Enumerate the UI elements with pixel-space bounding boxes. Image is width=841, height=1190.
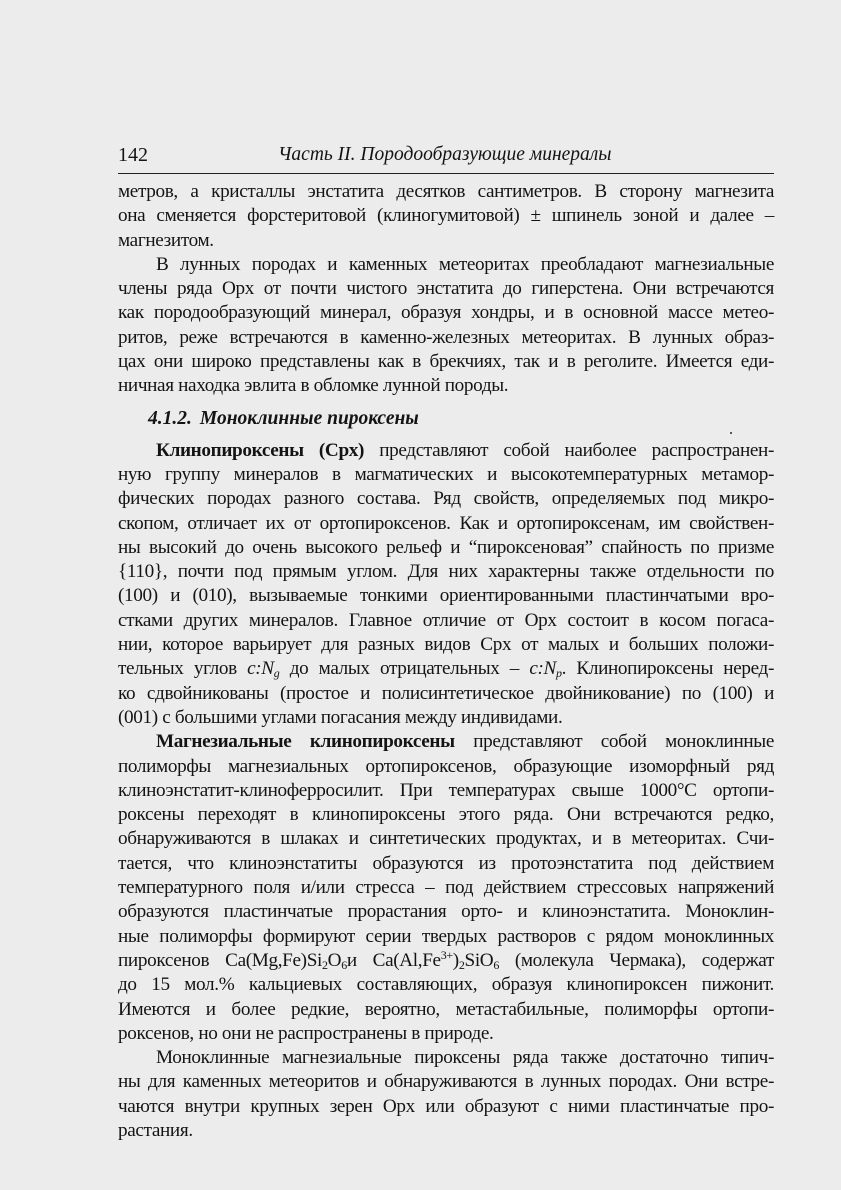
text-line: (100) и (010), вызываемые тонкими ориентированными пластинчатыми вро- [118,585,774,607]
text-line: {110}, почти под прямым углом. Для них характерны также отдельности по [118,561,774,583]
text-line: до 15 мол.% кальциевых составляющих, образуя клинопироксен пижонит. [118,974,774,996]
paragraph-meteorites [118,1046,774,1143]
text-line: роксены переходят в клинопироксены этого ряда. Они встречаются редко, [118,804,774,826]
text-line: В лунных породах и каменных метеоритах преобладают магнезиальные [156,253,774,275]
text-line: клиноэнстатит-клиноферросилит. При температурах свыше 1000°С ортопи- [118,779,774,801]
text-line: ную группу минералов в магматических и высокотемпературных метамор- [118,463,774,485]
text-line: роксенов, но они не распространены в природе. [118,1022,494,1044]
text-line: ко сдвойникованы (простое и полисинтетическое двойникование) по (100) и [118,682,774,704]
running-title: Часть II. Породообразующие минералы [278,144,612,165]
text-line: она сменяется форстеритовой (клиногумитовой) ± шпинель зоной и далее – [118,205,774,227]
text-line: скопом, отличает их от ортопироксенов. Как и ортопироксенам, им свойствен- [118,512,774,534]
text-line: Имеются и более редкие, вероятно, метастабильные, полиморфы ортопи- [118,998,774,1020]
text-line: ны для каменных метеоритов и обнаруживаются в лунных породах. Они встре- [118,1071,774,1093]
body-text [118,180,774,1143]
formula-line: пироксенов $Ca(Mg,Fe)Si_2O_6и$ $Ca(Al,Fe^{3+})_2SiO_6$ (молекула Чермака), содержат [118,947,774,972]
text-line: полиморфы магнезиальных ортопироксенов, образующие изоморфный ряд [118,755,774,777]
paragraph-clinopyroxenes [118,439,774,731]
text-line: ритов, реже встречаются в каменно-железных метеоритах. В лунных образ- [118,326,774,348]
text-line: магнезитом. [118,229,214,251]
text-line: члены ряда Орх от почти чистого энстатита до гиперстена. Они встречаются [118,278,774,300]
page-number: 142 [118,144,148,166]
text-line: образуются пластинчатые прорастания орто- и клиноэнстатита. Моноклин- [118,901,774,923]
text-line: температурного поля и/или стресса – под действием стрессовых напряжений [118,877,774,899]
term-clinopyroxenes: Клинопироксены (Срх) [156,439,365,461]
text-line: Клинопироксены (Срх) представляют собой наиболее распространен- [156,439,774,461]
paragraph-lunar [118,253,774,399]
angle-c-np: $c:N_p$ [529,658,562,681]
page-header [118,140,778,170]
section-title: Моноклинные пироксены [199,407,419,429]
term-mg-clinopyroxenes: Магнезиальные клинопироксены [156,731,455,753]
text-line: обнаруживаются в шлаках и синтетических продуктах, и в метеоритах. Счи- [118,828,774,850]
paragraph-mg-clinopyroxenes [118,730,774,1046]
text-line: тельных углов $c:N_g$ до малых отрицательных – $c:N_p$. Клинопироксены неред- [118,658,774,681]
text-line: цах они широко представлены как в брекчиях, так и в реголите. Имеется еди- [118,351,774,373]
text-line: растания. [118,1119,193,1141]
text-line: чаются внутри крупных зерен Орх или образуют с ними пластинчатые про- [118,1095,774,1117]
paragraph-continuation [118,180,774,253]
section-number: 4.1.2. [148,407,192,429]
angle-c-ng: $c:N_g$ [247,658,280,681]
text-line: метров, а кристаллы энстатита десятков сантиметров. В сторону магнезита [118,181,774,202]
text-line: стками других минералов. Главное отличие от Орх состоит в косом погаса- [118,609,774,631]
text-line: ные полиморфы формируют серии твердых растворов с рядом моноклинных [118,925,774,947]
text-line: Магнезиальные клинопироксены представляют собой моноклинные [156,731,775,753]
text-line: (001) с большими углами погасания между индивидами. [118,706,563,728]
header-rule [118,173,774,174]
text-line: как породообразующий минерал, образуя хондры, и в основной массе метео- [118,302,774,324]
text-line: Моноклинные магнезиальные пироксены ряда также достаточно типич- [156,1047,774,1069]
text-line: ничная находка эвлита в обломке лунной породы. [118,375,509,397]
section-heading [118,399,774,439]
text-line: фических породах разного состава. Ряд свойств, определяемых под микро- [118,488,774,510]
text-line: ны высокий до очень высокого рельеф и “пироксеновая” спайность по призме [118,536,774,558]
text-line: нии, которое варьирует для разных видов Срх от малых и больших положи- [118,634,774,656]
text-line: тается, что клиноэнстатиты образуются из протоэнстатита под действием [118,852,774,874]
